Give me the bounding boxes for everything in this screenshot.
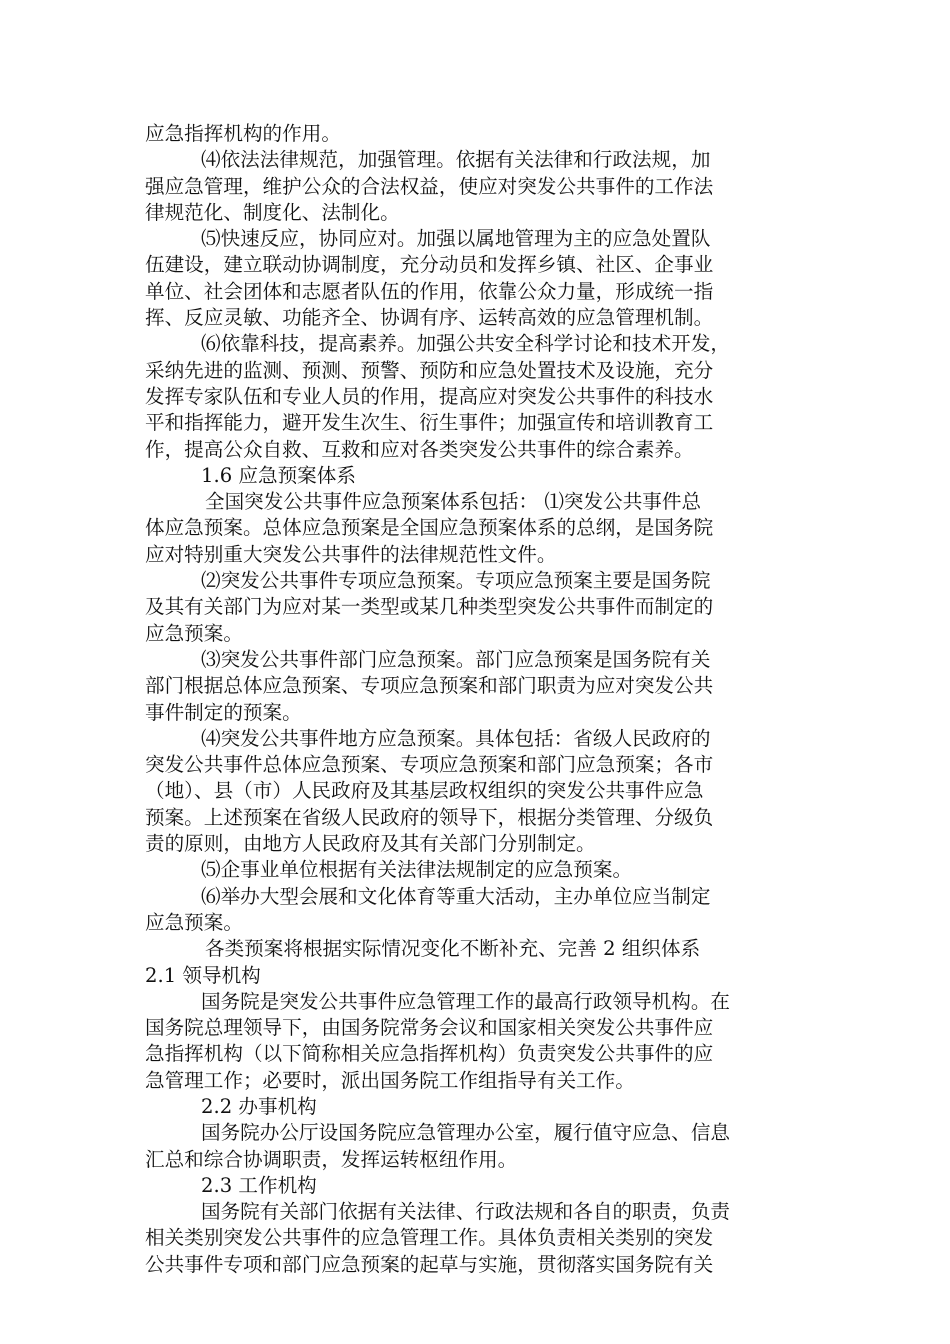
text-line: ⑵突发公共事件专项应急预案。专项应急预案主要是国务院 — [201, 569, 711, 593]
text-line: 作，提高公众自救、互救和应对各类突发公共事件的综合素养。 — [145, 437, 694, 461]
text-line: 律规范化、制度化、法制化。 — [145, 200, 400, 224]
text-line: 各类预案将根据实际情况变化不断补充、完善 2 组织体系 — [205, 937, 701, 961]
text-line: 急管理工作；必要时，派出国务院工作组指导有关工作。 — [145, 1068, 635, 1092]
text-line: ⑹依靠科技，提高素养。加强公共安全科学讨论和技术开发， — [201, 332, 731, 356]
text-line: 应急预案。 — [145, 910, 243, 934]
text-line: 国务院总理领导下，由国务院常务会议和国家相关突发公共事件应 — [145, 1016, 714, 1040]
text-line: 公共事件专项和部门应急预案的起草与实施，贯彻落实国务院有关 — [145, 1252, 714, 1276]
text-line: 全国突发公共事件应急预案体系包括： ⑴突发公共事件总 — [205, 490, 702, 514]
text-line: 应急指挥机构的作用。 — [145, 122, 341, 145]
text-line: 2.1 领导机构 — [145, 963, 261, 987]
text-line: 发挥专家队伍和专业人员的作用，提高应对突发公共事件的科技水 — [145, 384, 714, 408]
text-line: 汇总和综合协调职责，发挥运转枢纽作用。 — [145, 1147, 518, 1171]
text-line: 责的原则，由地方人民政府及其有关部门分别制定。 — [145, 832, 596, 856]
text-line: 及其有关部门为应对某一类型或某几种类型突发公共事件而制定的 — [145, 595, 714, 619]
text-line: 应急预案。 — [145, 621, 243, 645]
text-line: 平和指挥能力，避开发生次生、衍生事件；加强宣传和培训教育工 — [145, 411, 714, 435]
text-line: 单位、社会团体和志愿者队伍的作用，依靠公众力量，形成统一指 — [145, 279, 714, 303]
text-line: 2.2 办事机构 — [201, 1094, 317, 1118]
text-line: 强应急管理，维护公众的合法权益，使应对突发公共事件的工作法 — [145, 174, 714, 198]
text-line: 预案。上述预案在省级人民政府的领导下，根据分类管理、分级负 — [145, 805, 714, 829]
text-line: 国务院有关部门依据有关法律、行政法规和各自的职责，负责 — [201, 1200, 731, 1224]
text-line: 部门根据总体应急预案、专项应急预案和部门职责为应对突发公共 — [145, 674, 714, 698]
text-line: 1.6 应急预案体系 — [201, 463, 356, 487]
text-line: ⑷依法法律规范，加强管理。依据有关法律和行政法规，加 — [201, 148, 711, 172]
text-line: 伍建设，建立联动协调制度，充分动员和发挥乡镇、社区、企事业 — [145, 253, 714, 277]
text-line: 事件制定的预案。 — [145, 700, 302, 724]
text-line: ⑸快速反应，协同应对。加强以属地管理为主的应急处置队 — [201, 227, 711, 251]
text-line: 应对特别重大突发公共事件的法律规范性文件。 — [145, 542, 557, 566]
text-line: （地）、县（市）人民政府及其基层政权组织的突发公共事件应急 — [145, 779, 704, 803]
text-line: 国务院是突发公共事件应急管理工作的最高行政领导机构。在 — [201, 989, 731, 1013]
text-line: 相关类别突发公共事件的应急管理工作。具体负责相关类别的突发 — [145, 1226, 714, 1250]
text-line: 2.3 工作机构 — [201, 1173, 317, 1197]
text-line: 突发公共事件总体应急预案、专项应急预案和部门应急预案；各市 — [145, 753, 714, 777]
text-line: 挥、反应灵敏、功能齐全、协调有序、运转高效的应急管理机制。 — [145, 306, 714, 330]
text-line: 国务院办公厅设国务院应急管理办公室，履行值守应急、信息 — [201, 1121, 731, 1145]
text-line: 体应急预案。总体应急预案是全国应急预案体系的总纲，是国务院 — [145, 516, 714, 540]
text-line: ⑸企事业单位根据有关法律法规制定的应急预案。 — [201, 858, 633, 882]
text-line: ⑹举办大型会展和文化体育等重大活动，主办单位应当制定 — [201, 884, 711, 908]
text-line: ⑷突发公共事件地方应急预案。具体包括：省级人民政府的 — [201, 726, 711, 750]
text-line: ⑶突发公共事件部门应急预案。部门应急预案是国务院有关 — [201, 647, 711, 671]
text-line: 急指挥机构（以下简称相关应急指挥机构）负责突发公共事件的应 — [145, 1042, 714, 1066]
text-line: 采纳先进的监测、预测、预警、预防和应急处置技术及设施，充分 — [145, 358, 714, 382]
document-body — [145, 121, 810, 1278]
